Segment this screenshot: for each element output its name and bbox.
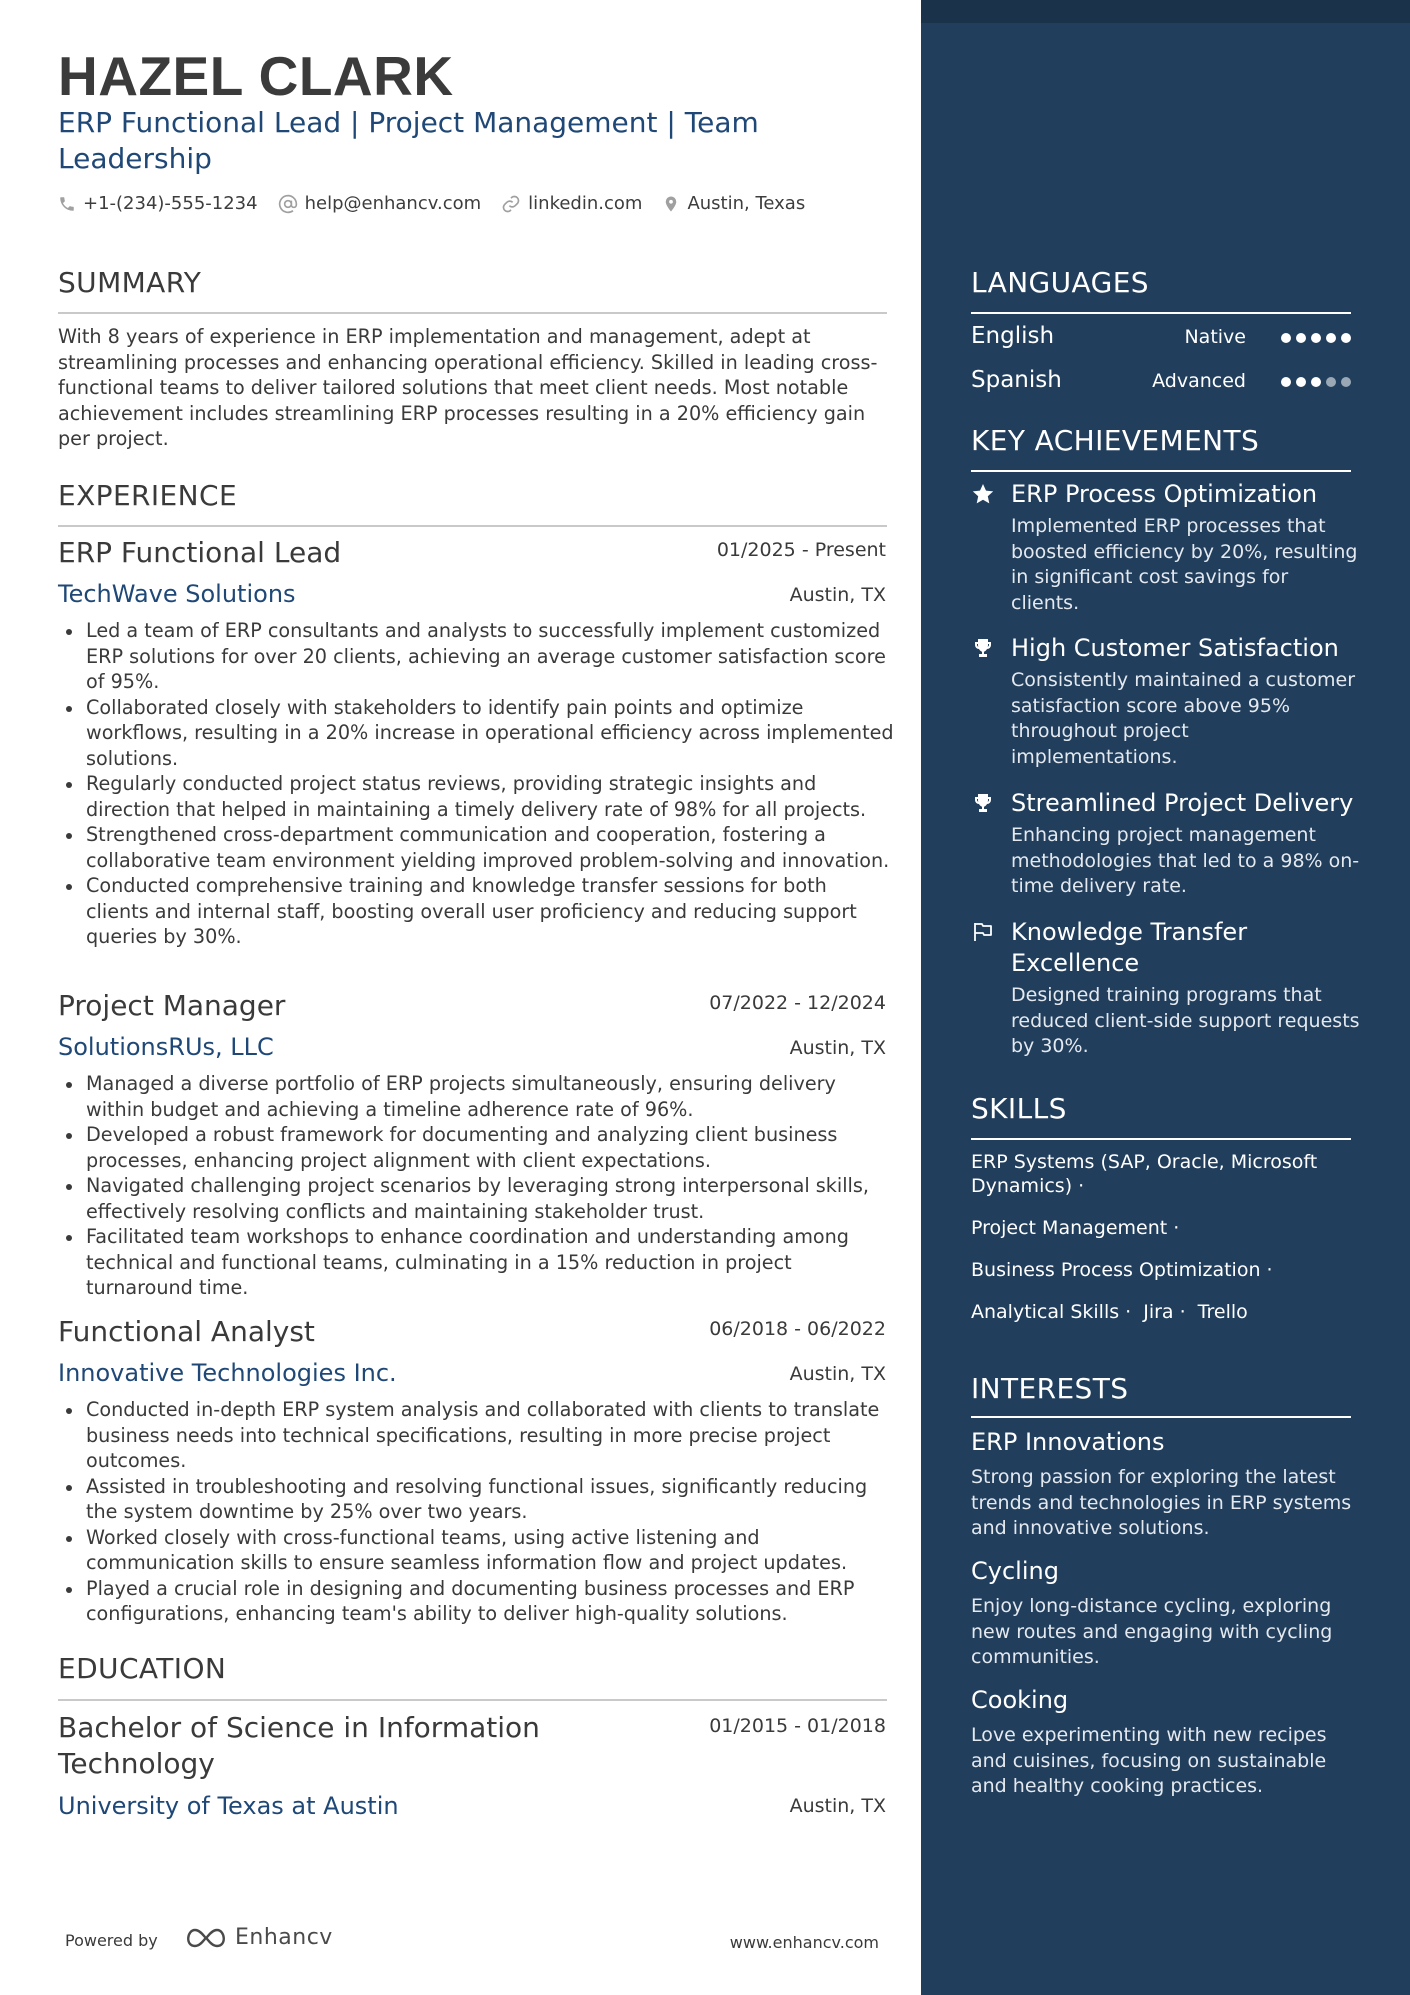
- language-row: [971, 323, 1351, 353]
- list-item: Navigated challenging project scenarios by leveraging strong interpersonal skills, effectively resolving conflicts and maintaining stakeholder trust.: [58, 1173, 894, 1224]
- company-name: Innovative Technologies Inc.: [58, 1359, 397, 1387]
- section-divider: [971, 470, 1351, 472]
- enhancv-logo-text: Enhancv: [235, 1925, 333, 1950]
- candidate-name: HAZEL CLARK: [58, 45, 454, 107]
- rating-dot-filled: [1281, 333, 1291, 343]
- language-rating: [1276, 377, 1351, 387]
- achievement-title: High Customer Satisfaction: [1011, 634, 1339, 662]
- headline: ERP Functional Lead | Project Management | Team Leadership: [58, 106, 759, 175]
- linkedin-text: linkedin.com: [528, 193, 643, 214]
- skill-separator: ·: [1179, 1301, 1186, 1323]
- achievement-desc: Consistently maintained a customer satisfaction score above 95% throughout project implementations.: [1011, 669, 1356, 768]
- job-bullets: [58, 618, 894, 950]
- section-title-experience: EXPERIENCE: [58, 479, 238, 512]
- sidebar: [921, 0, 1410, 1995]
- powered-by-label: Powered by: [65, 1931, 158, 1950]
- section-divider: [971, 1416, 1351, 1418]
- section-divider: [971, 1138, 1351, 1140]
- achievement-title: Knowledge Transfer Excellence: [1011, 918, 1248, 977]
- interest-desc: Strong passion for exploring the latest trends and technologies in ERP systems and innovative solutions.: [971, 1466, 1352, 1539]
- list-item: Conducted in-depth ERP system analysis and collaborated with clients to translate business needs into technical specifications, resulting in more precise project outcomes.: [58, 1397, 894, 1474]
- job-dates: 07/2022 - 12/2024: [709, 992, 886, 1014]
- skill-label: Trello: [1197, 1301, 1248, 1323]
- enhancv-logo-icon: [183, 1926, 229, 1950]
- contact-bar: [58, 193, 825, 214]
- at-icon: [278, 194, 298, 214]
- job-dates: 01/2025 - Present: [716, 539, 886, 561]
- rating-dot-filled: [1296, 377, 1306, 387]
- star-icon: [971, 482, 995, 506]
- rating-dot-empty: [1341, 377, 1351, 387]
- contact-location: [662, 193, 805, 214]
- achievement-title: ERP Process Optimization: [1011, 480, 1318, 508]
- interest-desc: Love experimenting with new recipes and cuisines, focusing on sustainable and healthy cooking practices.: [971, 1724, 1327, 1797]
- summary-text: With 8 years of experience in ERP implementation and management, adept at streamlining processes and enhancing operational efficiency. Skilled in leading cross-functional teams to deliver tailored solutions that meet client needs. Most notable achievement includes streamlining ERP processes resulting in a 20% efficiency gain per project.: [58, 325, 878, 450]
- list-item: Managed a diverse portfolio of ERP projects simultaneously, ensuring delivery within budget and achieving a timeline adherence rate of 96%.: [58, 1071, 894, 1122]
- list-item: Collaborated closely with stakeholders to identify pain points and optimize workflows, resulting in a 20% increase in operational efficiency across implemented solutions.: [58, 695, 894, 772]
- degree-title: Bachelor of Science in Information Technology: [58, 1711, 540, 1780]
- job-location: Austin, TX: [789, 1037, 886, 1059]
- achievement-title: Streamlined Project Delivery: [1011, 789, 1354, 817]
- skill-item: [971, 1216, 1361, 1240]
- achievement-item: [971, 633, 1361, 770]
- interest-title: Cycling: [971, 1557, 1059, 1585]
- skill-label: ERP Systems (SAP, Oracle, Microsoft Dynamics): [971, 1151, 1318, 1197]
- skill-separator: ·: [1266, 1259, 1273, 1281]
- education-location: Austin, TX: [789, 1795, 886, 1817]
- company-name: SolutionsRUs, LLC: [58, 1033, 274, 1061]
- job-title: ERP Functional Lead: [58, 536, 342, 569]
- interest-title: ERP Innovations: [971, 1428, 1165, 1456]
- language-level: Native: [1184, 326, 1246, 348]
- section-title-languages: LANGUAGES: [971, 266, 1149, 299]
- section-divider: [58, 1699, 887, 1701]
- language-name: English: [971, 323, 1055, 349]
- skill-label: Project Management: [971, 1217, 1168, 1239]
- skill-separator: ·: [1078, 1175, 1085, 1197]
- list-item: Assisted in troubleshooting and resolving functional issues, significantly reducing the system downtime by 25% over two years.: [58, 1474, 894, 1525]
- trophy-icon: [971, 791, 995, 815]
- achievement-desc: Designed training programs that reduced client-side support requests by 30%.: [1011, 984, 1360, 1057]
- language-name: Spanish: [971, 367, 1062, 393]
- skill-item: [971, 1258, 1361, 1282]
- list-item: Facilitated team workshops to enhance coordination and understanding among technical and functional teams, culminating in a 15% reduction in project turnaround time.: [58, 1224, 894, 1301]
- language-rating: [1276, 333, 1351, 343]
- list-item: Regularly conducted project status reviews, providing strategic insights and direction that helped in maintaining a timely delivery rate of 98% for all projects.: [58, 771, 894, 822]
- interest-desc: Enjoy long-distance cycling, exploring new routes and engaging with cycling communities.: [971, 1595, 1333, 1668]
- section-title-summary: SUMMARY: [58, 266, 202, 299]
- job-title: Project Manager: [58, 989, 286, 1022]
- list-item: Conducted comprehensive training and knowledge transfer sessions for both clients and internal staff, boosting overall user proficiency and reducing support queries by 30%.: [58, 873, 894, 950]
- skill-separator: ·: [1173, 1217, 1180, 1239]
- flag-icon: [971, 920, 995, 944]
- link-icon: [501, 194, 521, 214]
- achievement-desc: Implemented ERP processes that boosted efficiency by 20%, resulting in significant cost savings for clients.: [1011, 515, 1358, 614]
- section-title-skills: SKILLS: [971, 1092, 1067, 1125]
- contact-linkedin[interactable]: [501, 193, 642, 214]
- section-divider: [58, 312, 887, 314]
- school-name: University of Texas at Austin: [58, 1792, 399, 1820]
- phone-text: +1-(234)-555-1234: [83, 193, 258, 214]
- section-divider: [971, 312, 1351, 314]
- enhancv-logo[interactable]: [183, 1925, 333, 1950]
- section-title-achievements: KEY ACHIEVEMENTS: [971, 424, 1260, 457]
- job-location: Austin, TX: [789, 584, 886, 606]
- job-bullets: [58, 1071, 894, 1301]
- email-text: help@enhancv.com: [304, 193, 482, 214]
- job-location: Austin, TX: [789, 1363, 886, 1385]
- skill-label: Analytical Skills: [971, 1301, 1120, 1323]
- job-title: Functional Analyst: [58, 1315, 315, 1348]
- contact-email[interactable]: [278, 193, 482, 214]
- skill-label: Jira: [1143, 1301, 1174, 1323]
- list-item: Developed a robust framework for documenting and analyzing client business processes, enhancing project alignment with client expectations.: [58, 1122, 894, 1173]
- skill-separator: ·: [1125, 1301, 1132, 1323]
- rating-dot-filled: [1281, 377, 1291, 387]
- rating-dot-filled: [1326, 333, 1336, 343]
- trophy-icon: [971, 636, 995, 660]
- achievement-item: [971, 917, 1361, 1060]
- education-dates: 01/2015 - 01/2018: [709, 1715, 886, 1737]
- language-row: [971, 367, 1351, 397]
- rating-dot-filled: [1311, 377, 1321, 387]
- sidebar-top-band: [921, 0, 1410, 23]
- contact-phone[interactable]: [58, 193, 258, 214]
- location-pin-icon: [662, 194, 680, 214]
- achievement-item: [971, 788, 1361, 900]
- section-divider: [58, 525, 887, 527]
- list-item: Worked closely with cross-functional teams, using active listening and communication skills to ensure seamless information flow and project updates.: [58, 1525, 894, 1576]
- job-bullets: [58, 1397, 894, 1627]
- section-title-education: EDUCATION: [58, 1652, 227, 1685]
- job-dates: 06/2018 - 06/2022: [709, 1318, 886, 1340]
- location-text: Austin, Texas: [687, 193, 806, 214]
- language-level: Advanced: [1152, 370, 1246, 392]
- section-title-interests: INTERESTS: [971, 1372, 1129, 1405]
- list-item: Played a crucial role in designing and documenting business processes and ERP configurations, enhancing team's ability to deliver high-quality solutions.: [58, 1576, 894, 1627]
- achievement-desc: Enhancing project management methodologies that led to a 98% on-time delivery rate.: [1011, 824, 1360, 897]
- list-item: Strengthened cross-department communication and cooperation, fostering a collaborative team environment yielding improved problem-solving and innovation.: [58, 822, 894, 873]
- skill-item: [971, 1150, 1361, 1198]
- skill-label: Business Process Optimization: [971, 1259, 1261, 1281]
- footer-website[interactable]: www.enhancv.com: [729, 1933, 879, 1952]
- rating-dot-filled: [1296, 333, 1306, 343]
- rating-dot-filled: [1341, 333, 1351, 343]
- skill-item: [971, 1300, 1361, 1324]
- achievement-item: [971, 479, 1361, 616]
- company-name: TechWave Solutions: [58, 580, 296, 608]
- list-item: Led a team of ERP consultants and analysts to successfully implement customized ERP solutions for over 20 clients, achieving an average customer satisfaction score of 95%.: [58, 618, 894, 695]
- rating-dot-empty: [1326, 377, 1336, 387]
- interest-title: Cooking: [971, 1686, 1069, 1714]
- phone-icon: [58, 195, 76, 213]
- rating-dot-filled: [1311, 333, 1321, 343]
